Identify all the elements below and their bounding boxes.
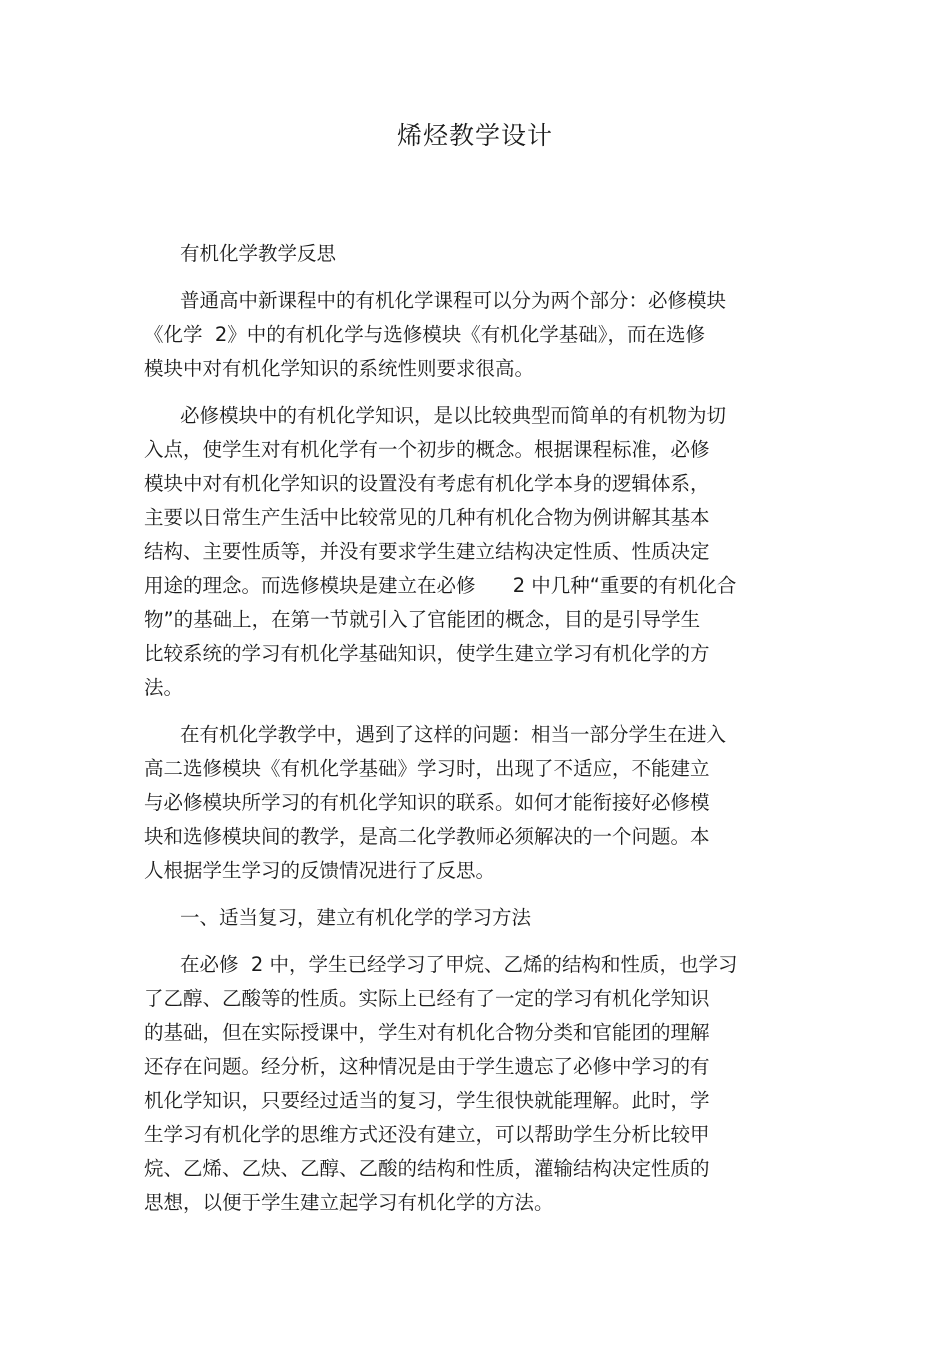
text-line: 必修模块中的有机化学知识，是以比较典型而简单的有机物为切 xyxy=(180,404,727,427)
paragraph-2 xyxy=(144,399,784,705)
text-line: 《化学 2》中的有机化学与选修模块《有机化学基础》，而在选修 xyxy=(144,323,706,346)
text-line: 入点，使学生对有机化学有一个初步的概念。根据课程标准，必修 xyxy=(144,438,710,461)
text-line: 还存在问题。经分析，这种情况是由于学生遗忘了必修中学习的有 xyxy=(144,1055,710,1078)
text-line: 高二选修模块《有机化学基础》学习时，出现了不适应，不能建立 xyxy=(144,757,710,780)
text-line: 的基础，但在实际授课中，学生对有机化合物分类和官能团的理解 xyxy=(144,1021,710,1044)
text-line: 烷、乙烯、乙炔、乙醇、乙酸的结构和性质，灌输结构决定性质的 xyxy=(144,1157,710,1180)
text-line: 法。 xyxy=(144,676,184,699)
text-line: 生学习有机化学的思维方式还没有建立，可以帮助学生分析比较甲 xyxy=(144,1123,710,1146)
section-heading-reflection xyxy=(144,237,784,271)
section-heading-review xyxy=(144,901,784,935)
document-title: 烯烃教学设计 xyxy=(396,121,553,150)
text-line: 一、适当复习，建立有机化学的学习方法 xyxy=(180,906,532,929)
paragraph-1 xyxy=(144,284,784,386)
text-line: 机化学知识，只要经过适当的复习，学生很快就能理解。此时，学 xyxy=(144,1089,710,1112)
text-line: 模块中对有机化学知识的设置没有考虑有机化学本身的逻辑体系， xyxy=(144,472,710,495)
text-line: 结构、主要性质等，并没有要求学生建立结构决定性质、性质决定 xyxy=(144,540,710,563)
text-line: 人根据学生学习的反馈情况进行了反思。 xyxy=(144,859,496,882)
text-line: 模块中对有机化学知识的系统性则要求很高。 xyxy=(144,357,535,380)
text-line: 块和选修模块间的教学，是高二化学教师必须解决的一个问题。本 xyxy=(144,825,710,848)
text-line: 主要以日常生产生活中比较常见的几种有机化合物为例讲解其基本 xyxy=(144,506,710,529)
text-line: 与必修模块所学习的有机化学知识的联系。如何才能衔接好必修模 xyxy=(144,791,710,814)
text-line: 在必修 2 中，学生已经学习了甲烷、乙烯的结构和性质，也学习 xyxy=(180,953,738,976)
text-line: 普通高中新课程中的有机化学课程可以分为两个部分：必修模块 xyxy=(180,289,727,312)
document-body xyxy=(144,237,784,1233)
text-line: 用途的理念。而选修模块是建立在必修 2 中几种“重要的有机化合 xyxy=(144,574,737,597)
paragraph-4 xyxy=(144,948,784,1220)
text-line: 比较系统的学习有机化学基础知识，使学生建立学习有机化学的方 xyxy=(144,642,710,665)
text-line: 在有机化学教学中，遇到了这样的问题：相当一部分学生在进入 xyxy=(180,723,727,746)
text-line: 思想，以便于学生建立起学习有机化学的方法。 xyxy=(144,1191,554,1214)
paragraph-3 xyxy=(144,718,784,888)
text-line: 有机化学教学反思 xyxy=(180,242,337,265)
text-line: 物”的基础上，在第一节就引入了官能团的概念，目的是引导学生 xyxy=(144,608,701,631)
text-line: 了乙醇、乙酸等的性质。实际上已经有了一定的学习有机化学知识 xyxy=(144,987,710,1010)
